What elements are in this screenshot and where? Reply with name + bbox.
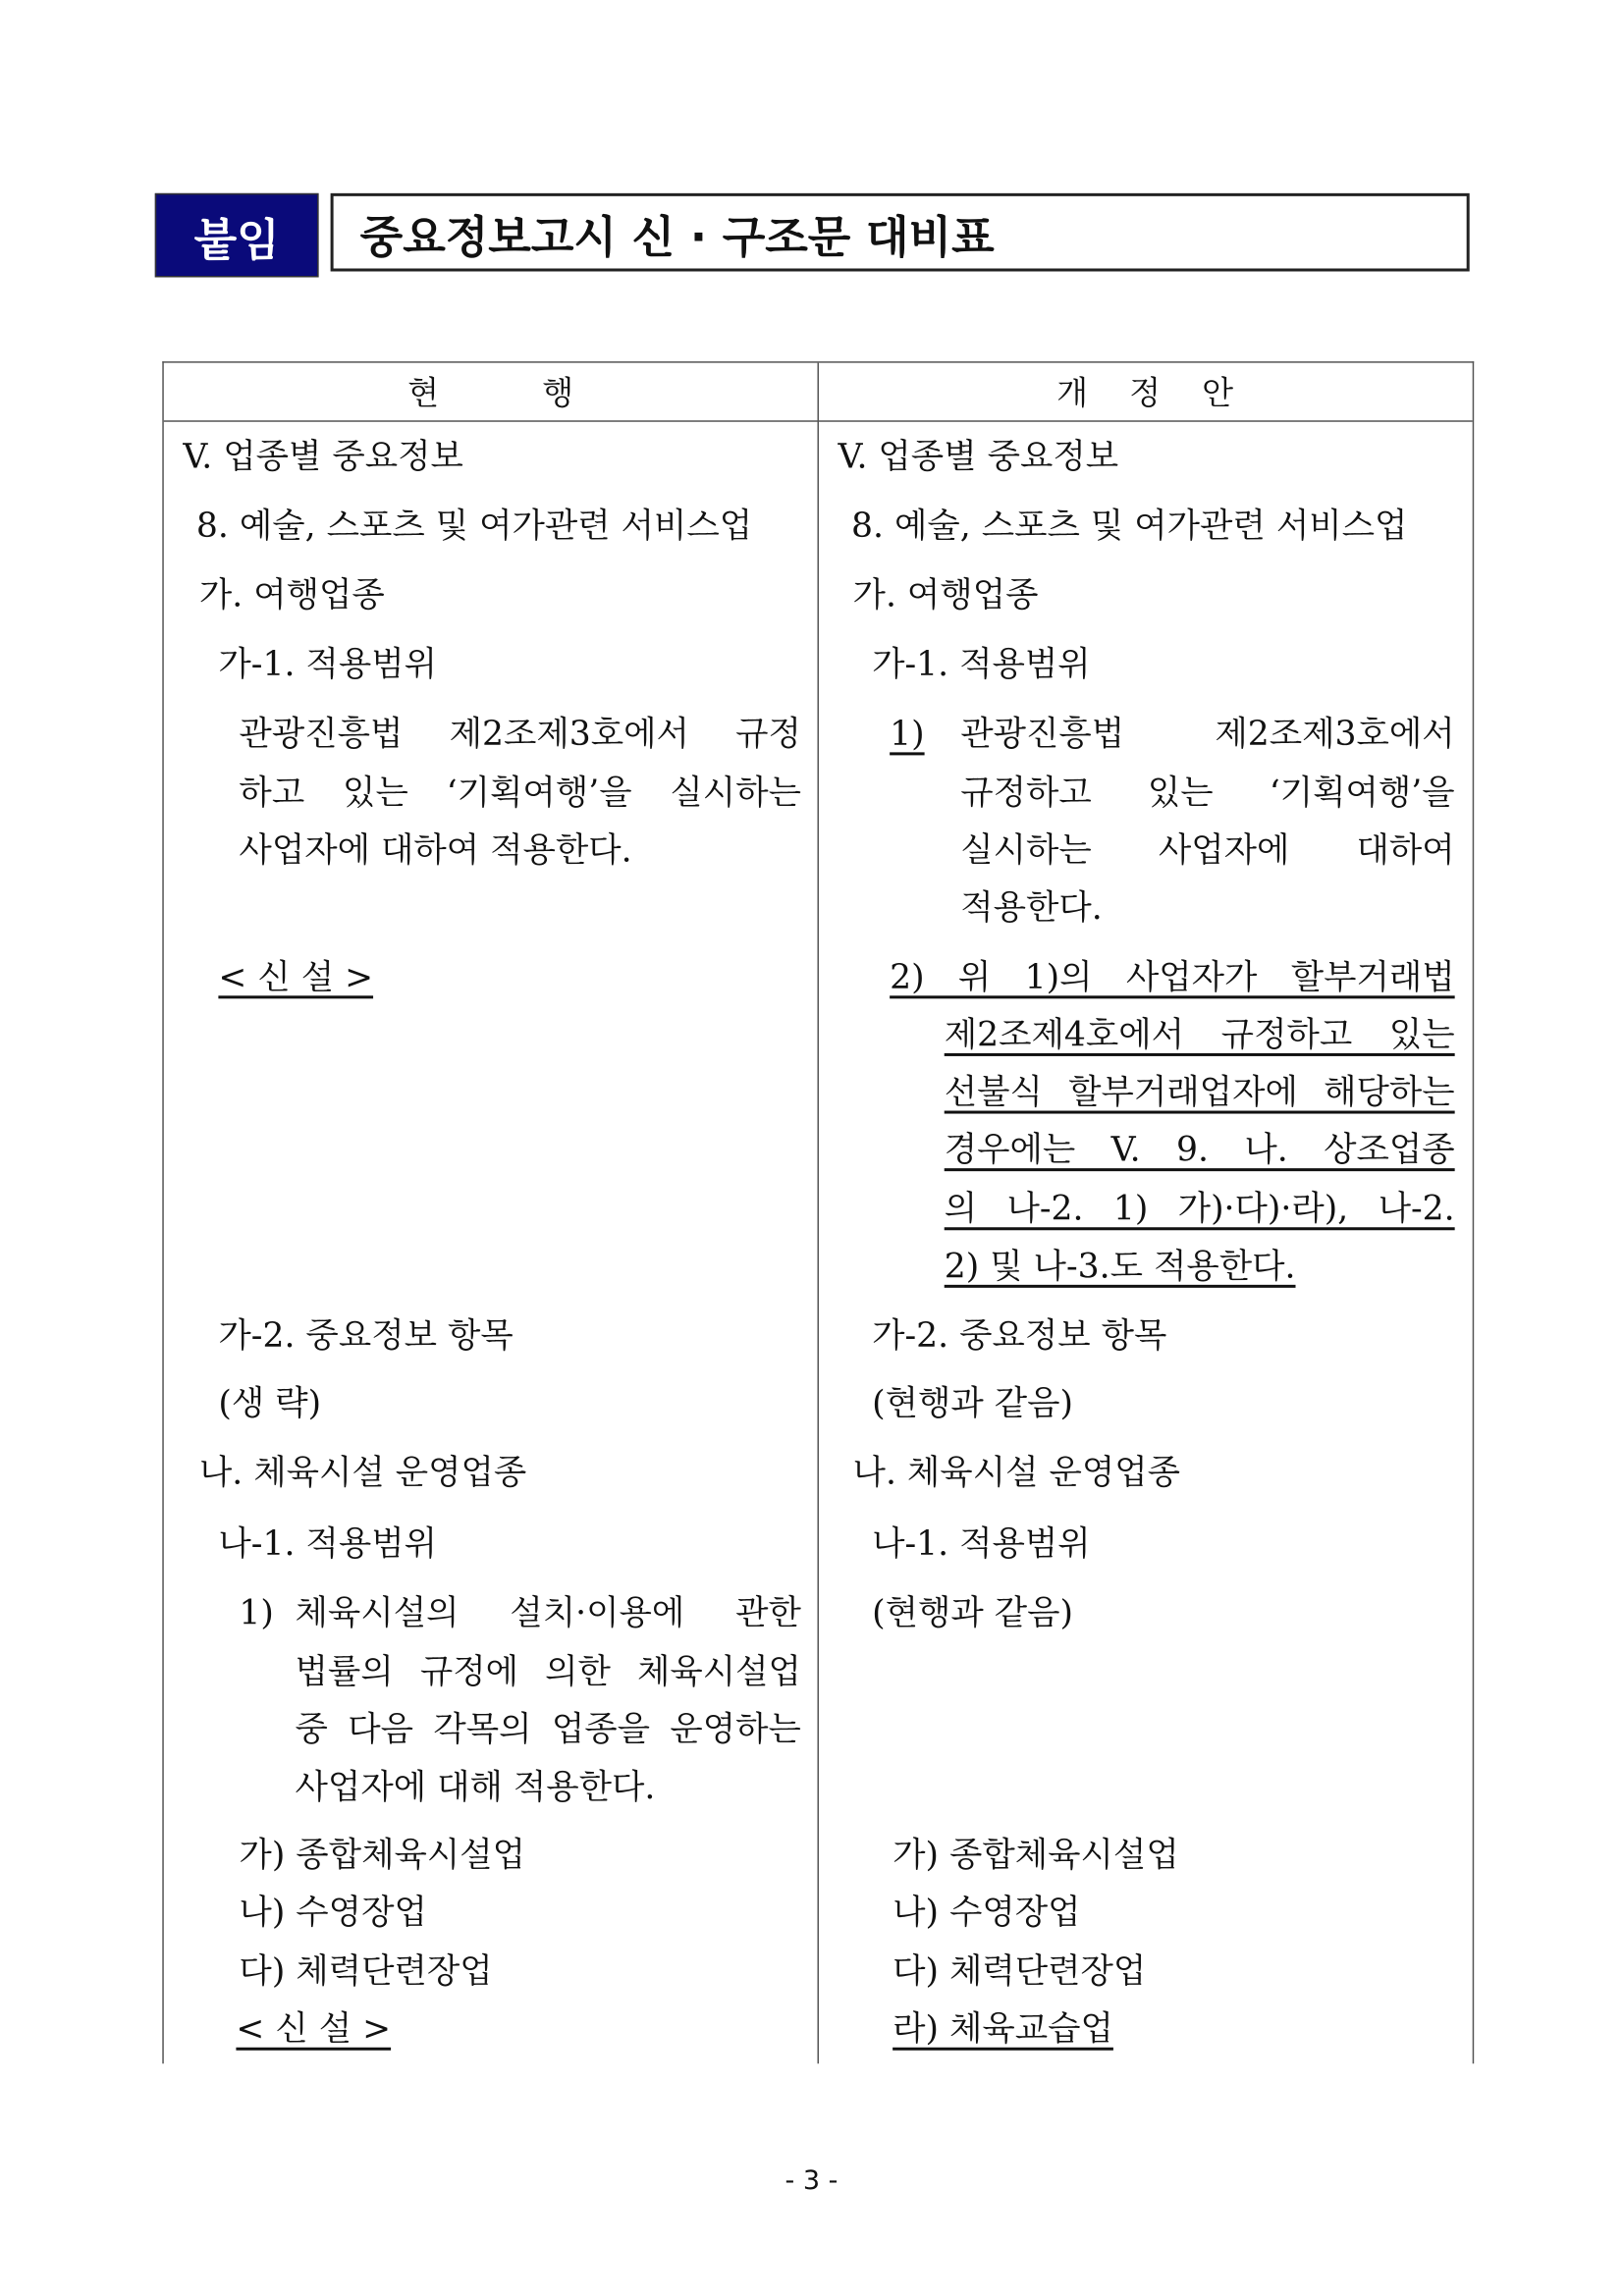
left-item: 가) 종합체육시설업 xyxy=(239,1836,526,1875)
left-ga1-body: 사업자에 대하여 적용한다. xyxy=(239,831,632,871)
right-ga2-body: (현행과 같음) xyxy=(872,1385,1074,1424)
header-revised: 개 정 안 xyxy=(1056,376,1234,413)
right-p1-body: 관광진흥법 제2조제3호에서 xyxy=(960,715,1455,754)
attachment-badge: 붙임 xyxy=(155,193,319,278)
right-na1-body: (현행과 같음) xyxy=(872,1594,1074,1633)
page-number: - 3 - xyxy=(784,2164,839,2197)
left-ga2: 가-2. 중요정보 항목 xyxy=(218,1316,514,1356)
left-ga1: 가-1. 적용범위 xyxy=(218,646,437,685)
column-divider xyxy=(817,363,819,2064)
left-na1-num: 1) xyxy=(239,1594,274,1633)
left-na1-body: 법률의 규정에 의한 체육시설업 xyxy=(295,1653,801,1692)
right-ga2: 가-2. 중요정보 항목 xyxy=(872,1316,1167,1356)
right-p2-new: 2) 및 나-3.도 적용한다. xyxy=(944,1248,1296,1287)
left-ga: 가. 여행업종 xyxy=(198,576,385,615)
right-p2-new: 선불식 할부거래업자에 해당하는 xyxy=(944,1073,1455,1113)
left-item: 나) 수영장업 xyxy=(239,1894,427,1933)
right-p1-body: 규정하고 있는 ‘기획여행’을 xyxy=(960,774,1455,813)
left-item: 다) 체력단련장업 xyxy=(239,1952,493,1992)
right-section: V. 업종별 중요정보 xyxy=(838,438,1119,477)
left-ga1-body: 하고 있는 ‘기획여행’을 실시하는 xyxy=(239,774,801,813)
left-na: 나. 체육시설 운영업종 xyxy=(198,1454,527,1493)
left-na1-body: 중 다음 각목의 업종을 운영하는 xyxy=(295,1711,801,1750)
right-p1-num: 1) xyxy=(890,715,925,754)
right-ga1: 가-1. 적용범위 xyxy=(872,646,1091,685)
right-p1-body: 실시하는 사업자에 대하여 xyxy=(960,831,1455,871)
header-current: 현 행 xyxy=(407,376,574,413)
right-item: 나) 수영장업 xyxy=(893,1894,1081,1933)
right-p2-new: 2) 위 1)의 사업자가 할부거래법 xyxy=(890,958,1455,997)
right-na1: 나-1. 적용범위 xyxy=(872,1524,1091,1564)
right-p2-new: 제2조제4호에서 규정하고 있는 xyxy=(944,1016,1455,1055)
left-na1: 나-1. 적용범위 xyxy=(218,1524,437,1564)
right-item: 다) 체력단련장업 xyxy=(893,1952,1147,1992)
left-ga2-body: (생 략) xyxy=(218,1385,322,1424)
left-sub8: 8. 예술, 스포츠 및 여가관련 서비스업 xyxy=(195,507,753,546)
left-na1-body: 체육시설의 설치·이용에 관한 xyxy=(295,1594,801,1633)
right-na: 나. 체육시설 운영업종 xyxy=(852,1454,1181,1493)
right-item: 가) 종합체육시설업 xyxy=(893,1836,1179,1875)
left-ga1-body: 관광진흥법 제2조제3호에서 규정 xyxy=(239,715,801,754)
right-p2-new: 의 나-2. 1) 가)·다)·라), 나-2. xyxy=(944,1190,1455,1229)
page-title: 중요정보고시 신 · 구조문 대비표 xyxy=(331,193,1470,272)
right-ga: 가. 여행업종 xyxy=(852,576,1039,615)
right-p2-new: 경우에는 V. 9. 나. 상조업종 xyxy=(944,1131,1455,1170)
left-na1-body: 사업자에 대해 적용한다. xyxy=(295,1768,656,1807)
right-p1-body: 적용한다. xyxy=(960,889,1103,929)
left-section: V. 업종별 중요정보 xyxy=(183,438,463,477)
left-new-placeholder: < 신 설 > xyxy=(236,2010,392,2050)
right-sub8: 8. 예술, 스포츠 및 여가관련 서비스업 xyxy=(851,507,1408,546)
left-new-placeholder: < 신 설 > xyxy=(218,958,374,997)
right-new-item: 라) 체육교습업 xyxy=(893,2010,1113,2050)
